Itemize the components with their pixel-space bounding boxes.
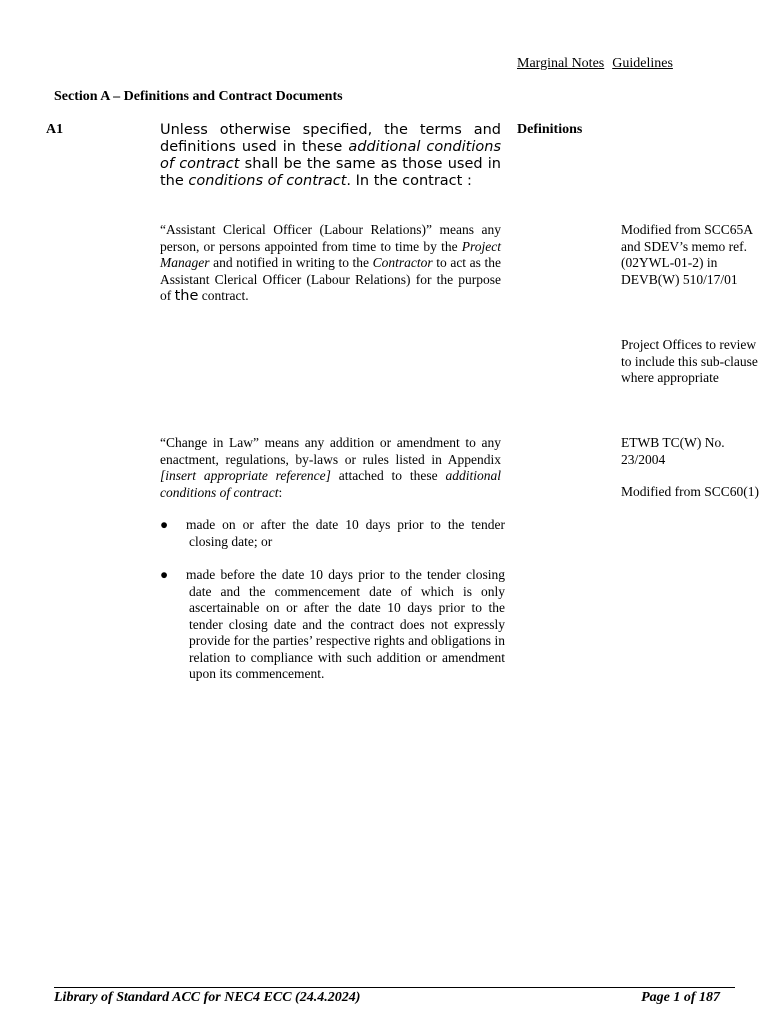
definition-text: “Change in Law” means any addition or amendment to any enactment, regulations, by-laws or rules listed in Appendix: [160, 435, 501, 467]
bullet-icon: ●: [160, 567, 169, 582]
definition-emphasis: Contractor: [372, 255, 433, 270]
bullet-text: made before the date 10 days prior to the tender closing date and the commencement date of which is only ascertainable on or after the date 10 days prior to the tender closing date and the contract does not expressly provide for the parties’ respective rights and obligations in relation to compliance with such addition or amendment upon its commencement.: [186, 567, 505, 681]
intro-text-1: Unless otherwise specified, the terms and definitions used in these: [160, 122, 501, 155]
guideline-note: ETWB TC(W) No. 23/2004: [621, 435, 725, 467]
definition-text: “Assistant Clerical Officer (Labour Relations)” means any person, or persons appointed from time to time by the: [160, 222, 501, 254]
footer-page-number: Page 1 of 187: [641, 990, 720, 1005]
definition-assistant-clerical-officer: [160, 222, 501, 305]
guidelines-label: Guidelines: [612, 56, 673, 71]
definition-text: to act as the Assistant Clerical Officer (Labour Relations) for the purpose of: [160, 255, 501, 303]
definition-text: and notified in writing to the: [209, 255, 373, 270]
bullet-icon: ●: [160, 517, 169, 532]
bullet-text: made on or after the date 10 days prior to the tender closing date; or: [186, 517, 505, 549]
bullet-item: [160, 567, 505, 683]
marginal-notes-label: Marginal Notes: [517, 56, 605, 71]
definition-emphasis: Project Manager: [160, 238, 501, 270]
clause-intro-paragraph: [160, 122, 501, 190]
footer-divider: [54, 987, 735, 988]
intro-emphasis-2: conditions of contract: [188, 173, 347, 189]
definition-emphasis: additional conditions of contract: [160, 468, 501, 500]
definition-text: attached to these: [330, 468, 446, 483]
intro-text-2: shall be the same as those used in the: [160, 156, 501, 189]
marginal-notes-header: [517, 56, 673, 72]
intro-emphasis-1: additional conditions of contract: [160, 139, 501, 172]
footer-library-title: Library of Standard ACC for NEC4 ECC (24.4.2024): [54, 990, 361, 1005]
guideline-note: Project Offices to review to include this sub-clause where appropriate: [621, 337, 758, 385]
definition-text: :: [278, 484, 283, 500]
definition-text: contract.: [198, 288, 249, 303]
definition-emphasis: [insert appropriate reference]: [160, 468, 331, 483]
guideline-note: Modified from SCC65A and SDEV’s memo ref. (02YWL-01-2) in DEVB(W) 510/17/01: [621, 222, 753, 287]
definition-text-sans: the: [174, 288, 199, 304]
bullet-item: [160, 517, 505, 550]
section-title: Section A – Definitions and Contract Documents: [54, 89, 343, 104]
definition-change-in-law: [160, 435, 501, 501]
guideline-note: Modified from SCC60(1): [621, 484, 759, 499]
intro-text-3: . In the contract :: [346, 173, 472, 189]
definitions-marginal-note: Definitions: [517, 122, 583, 137]
clause-number: A1: [46, 122, 64, 137]
